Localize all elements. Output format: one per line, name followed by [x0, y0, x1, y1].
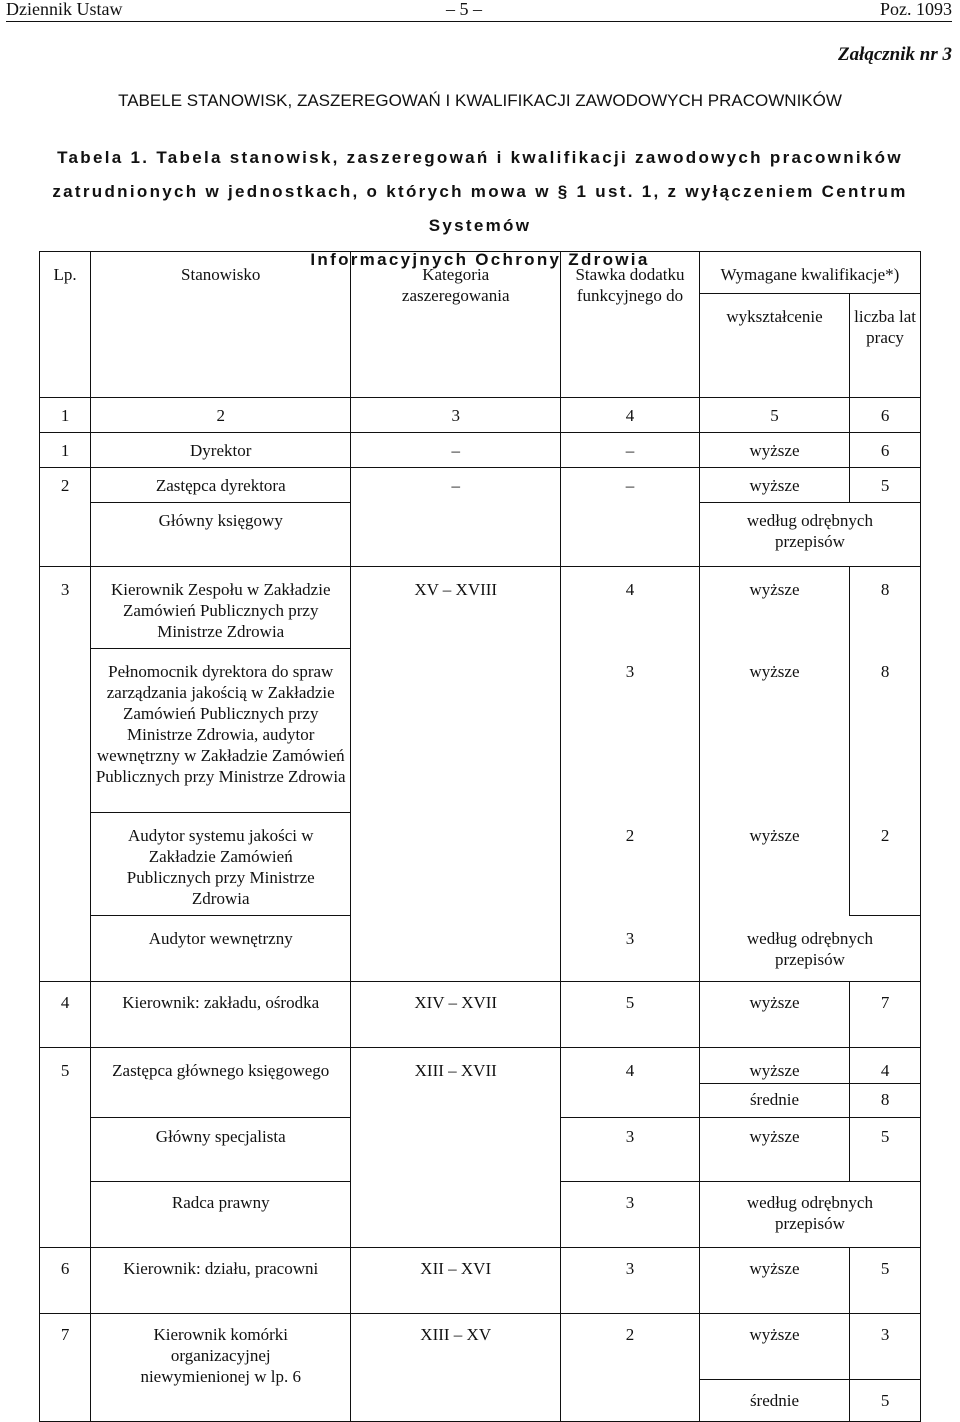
row-allowance: 2	[561, 1314, 700, 1422]
table-row	[40, 433, 921, 468]
row-education: według odrębnych przepisów	[699, 916, 920, 982]
row-category: XII – XVI	[351, 1248, 561, 1314]
table-row	[40, 567, 921, 649]
row-category: –	[351, 433, 561, 468]
row-lp: 1	[40, 433, 91, 468]
row-position: Kierownik: zakładu, ośrodka	[91, 982, 351, 1048]
row-category: –	[351, 468, 561, 503]
table-row	[40, 468, 921, 503]
row-lp: 4	[40, 982, 91, 1048]
row-allowance: 4	[561, 1048, 700, 1118]
header-rule	[6, 21, 952, 22]
table-title-line-3: Informacyjnych Ochrony Zdrowia	[310, 250, 650, 269]
row-position: Kierownik Zespołu w Zakładzie Zamówień Publicznych przy Ministrze Zdrowia	[91, 567, 351, 649]
row-category: XIV – XVII	[351, 982, 561, 1048]
row-education: wyższe	[699, 1248, 849, 1314]
row-education: wyższe	[699, 1314, 849, 1380]
col-header-category: Kategoria zaszeregowania	[351, 252, 561, 398]
row-years: 3	[850, 1314, 921, 1380]
row-category: XIII – XV	[351, 1314, 561, 1422]
row-lp: 6	[40, 1248, 91, 1314]
row-years: 2	[850, 813, 921, 916]
row-allowance: 3	[561, 1248, 700, 1314]
row-allowance	[561, 503, 700, 567]
row-education: wyższe	[699, 1118, 849, 1182]
row-years: 5	[850, 1118, 921, 1182]
row-lp	[40, 503, 91, 567]
col-header-qualifications: Wymagane kwalifikacje*)	[699, 252, 920, 294]
row-allowance: 3	[561, 1118, 700, 1182]
annex-label: Załącznik nr 3	[837, 44, 952, 65]
row-position: Dyrektor	[91, 433, 351, 468]
table-row	[40, 982, 921, 1048]
table-row	[40, 503, 921, 567]
row-education: wyższe	[699, 567, 849, 649]
row-education: wyższe	[699, 982, 849, 1048]
col-header-position: Stanowisko	[91, 252, 351, 398]
row-years: 8	[850, 567, 921, 649]
row-position: Kierownik komórki organizacyjnej niewymienionej w lp. 6	[91, 1314, 351, 1422]
row-allowance: 3	[561, 1182, 700, 1248]
row-allowance: 2	[561, 813, 700, 916]
col-header-lp: Lp.	[40, 252, 91, 398]
row-years: 5	[850, 468, 921, 503]
row-lp: 7	[40, 1314, 91, 1422]
row-years: 8	[850, 649, 921, 813]
journal-name: Dziennik Ustaw	[6, 0, 123, 19]
table-row	[40, 1248, 921, 1314]
row-education: średnie	[699, 1084, 849, 1118]
row-lp: 3	[40, 567, 91, 982]
table-title-line-2: zatrudnionych w jednostkach, o których mowa w § 1 ust. 1, z wyłączeniem Centrum Systemów	[52, 182, 908, 235]
row-allowance: 4	[561, 567, 700, 649]
page-number: – 5 –	[446, 0, 482, 19]
col-header-allowance: Stawka dodatku funkcyjnego do	[561, 252, 700, 398]
row-education: wyższe	[699, 1048, 849, 1084]
row-education: wyższe	[699, 649, 849, 813]
column-number: 6	[850, 398, 921, 433]
col-header-years: liczba lat pracy	[850, 294, 921, 398]
row-education: wyższe	[699, 433, 849, 468]
row-position: Audytor systemu jakości w Zakładzie Zamówień Publicznych przy Ministrze Zdrowia	[91, 813, 351, 916]
row-position: Główny specjalista	[91, 1118, 351, 1182]
row-position: Kierownik: działu, pracowni	[91, 1248, 351, 1314]
row-lp: 5	[40, 1048, 91, 1248]
row-position: Pełnomocnik dyrektora do spraw zarządzania jakością w Zakładzie Zamówień Publicznych przy Ministrze Zdrowia, audytor wewnętrzny w Zakładzie Zamówień Publicznych przy Ministrze Zdrowia	[91, 649, 351, 813]
row-allowance: –	[561, 468, 700, 503]
row-allowance: –	[561, 433, 700, 468]
column-number: 1	[40, 398, 91, 433]
row-category	[351, 503, 561, 567]
row-years: 5	[850, 1248, 921, 1314]
table-title-line-1: Tabela 1. Tabela stanowisk, zaszeregowań i kwalifikacji zawodowych pracowników	[57, 148, 903, 167]
row-category: XIII – XVII	[351, 1048, 561, 1248]
row-education: wyższe	[699, 468, 849, 503]
row-education: średnie	[699, 1380, 849, 1422]
row-lp: 2	[40, 468, 91, 503]
row-position: Zastępca głównego księgowego	[91, 1048, 351, 1118]
row-allowance: 5	[561, 982, 700, 1048]
column-number: 3	[351, 398, 561, 433]
row-position: Audytor wewnętrzny	[91, 916, 351, 982]
col-header-education: wykształcenie	[699, 294, 849, 398]
row-years: 5	[850, 1380, 921, 1422]
row-position: Radca prawny	[91, 1182, 351, 1248]
row-position: Zastępca dyrektora	[91, 468, 351, 503]
table-row	[40, 1048, 921, 1084]
position-number: Poz. 1093	[880, 0, 952, 19]
row-education: wyższe	[699, 813, 849, 916]
row-position: Główny księgowy	[91, 503, 351, 567]
column-number: 4	[561, 398, 700, 433]
row-education: według odrębnych przepisów	[699, 1182, 920, 1248]
row-years: 7	[850, 982, 921, 1048]
qualifications-table	[39, 251, 921, 1422]
row-years: 4	[850, 1048, 921, 1084]
table-row	[40, 1314, 921, 1380]
main-title: TABELE STANOWISK, ZASZEREGOWAŃ I KWALIFIKACJI ZAWODOWYCH PRACOWNIKÓW	[118, 91, 842, 110]
column-number: 5	[699, 398, 849, 433]
column-number-row	[40, 398, 921, 433]
row-years: 8	[850, 1084, 921, 1118]
page-header	[6, 0, 952, 20]
row-allowance: 3	[561, 649, 700, 813]
table-header-row	[40, 252, 921, 294]
row-years: 6	[850, 433, 921, 468]
column-number: 2	[91, 398, 351, 433]
row-education: według odrębnych przepisów	[699, 503, 920, 567]
row-category: XV – XVIII	[351, 567, 561, 982]
row-allowance: 3	[561, 916, 700, 982]
